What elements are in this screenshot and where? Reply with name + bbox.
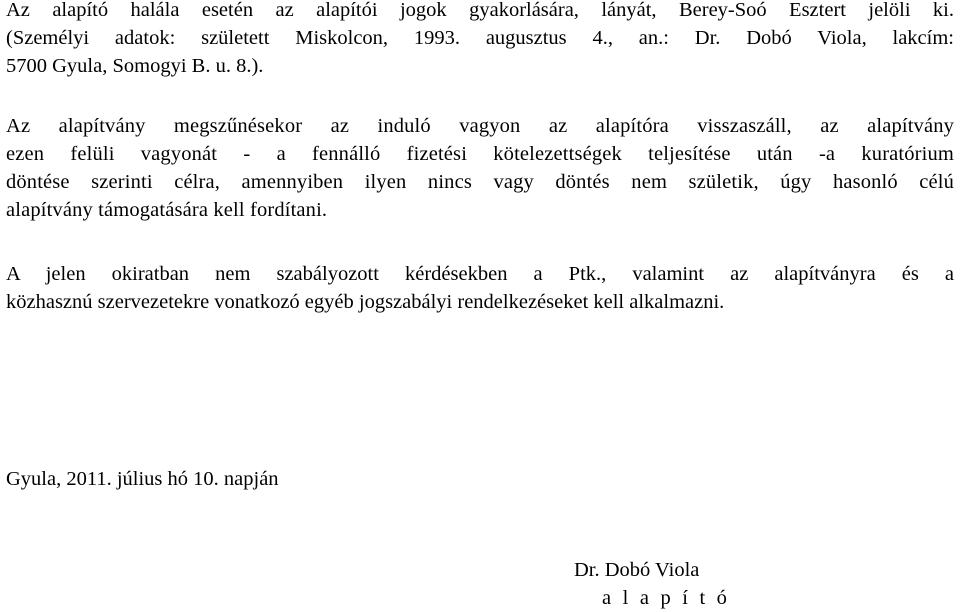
signatory-role: a l a p í t ó bbox=[602, 587, 731, 609]
text-line: közhasznú szervezetekre vonatkozó egyéb jogszabályi rendelkezéseket kell alkalmazni. bbox=[6, 291, 725, 313]
signature-block bbox=[574, 556, 754, 612]
text-line: Az alapító halála esetén az alapítói jogok gyakorlására, lányát, Berey-Soó Esztert jelöli ki. bbox=[6, 0, 954, 21]
paragraph-dissolution bbox=[6, 112, 954, 224]
text-line: ezen felüli vagyonát - a fennálló fizetési kötelezettségek teljesítése után -a kuratórium bbox=[6, 143, 954, 165]
text-line: A jelen okiratban nem szabályozott kérdésekben a Ptk., valamint az alapítványra és a bbox=[6, 263, 954, 285]
date-place-line: Gyula, 2011. július hó 10. napján bbox=[6, 468, 279, 490]
signatory-name: Dr. Dobó Viola bbox=[574, 559, 700, 581]
text-line: alapítvány támogatására kell fordítani. bbox=[6, 199, 328, 221]
text-line: döntése szerinti célra, amennyiben ilyen nincs vagy döntés nem születik, úgy hasonló célú bbox=[6, 171, 954, 193]
text-line: (Személyi adatok: született Miskolcon, 1993. augusztus 4., an.: Dr. Dobó Viola, lakcím: bbox=[6, 27, 954, 49]
paragraph-founder-succession bbox=[6, 0, 954, 80]
text-line: Az alapítvány megszűnésekor az induló vagyon az alapítóra visszaszáll, az alapítvány bbox=[6, 115, 954, 137]
paragraph-applicable-law bbox=[6, 260, 954, 316]
text-line: 5700 Gyula, Somogyi B. u. 8.). bbox=[6, 55, 264, 77]
